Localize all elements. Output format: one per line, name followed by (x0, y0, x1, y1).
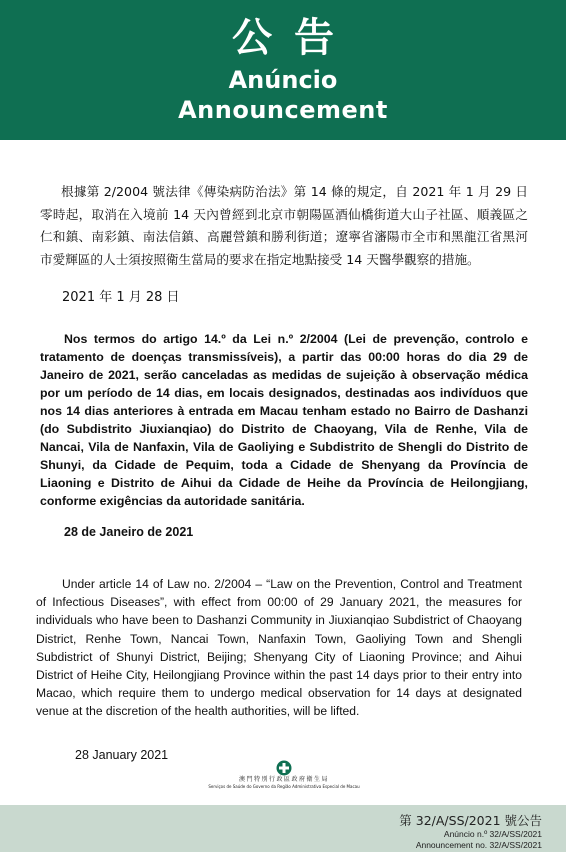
english-date: 28 January 2021 (75, 748, 169, 762)
english-body: Under article 14 of Law no. 2/2004 – “Law on the Prevention, Control and Treatment of Infectious Diseases”, with effect from 00:00 of 29 January 2021, the measures for individuals who have been to Dashanzi Community in Jiuxianqiao Subdistrict of Chaoyang District, Renhe Town, Nancai Town, Nanfaxin Town, Gaoliying Town and Shengli Subdistrict of Shunyi District, Beijing; Shenyang City of Liaoning Province; and Aihui District of Heihe City, Heilongjiang Province within the past 14 days prior to their entry into Macao, which require them to undergo medical observation for 14 days at designated venue at the discretion of the health authorities, will be lifted. (36, 577, 522, 719)
reference-number-en: Announcement no. 32/A/SS/2021 (415, 840, 542, 850)
logo-name-pt: Serviços de Saúde do Governo da Região Administrativa Especial de Macau (208, 784, 360, 789)
logo-name-zh: 澳門特別行政區政府衛生局 (238, 776, 329, 783)
header-title-zh: 公告 (232, 15, 356, 61)
announcement-header (0, 0, 566, 140)
portuguese-date: 28 de Janeiro de 2021 (64, 525, 194, 539)
portuguese-body: Nos termos do artigo 14.º da Lei n.º 2/2004 (Lei de prevenção, controlo e tratamento de doenças transmissíveis), a partir das 00:00 horas do dia 29 de Janeiro de 2021, serão canceladas as medidas de sujeição à observação médica por um período de 14 dias, em locais designados, destinadas aos indivíduos que nos 14 dias anteriores à entrada em Macau tenham estado no Bairro de Dashanzi (do Subdistrito Jiuxianqiao) do Distrito de Chaoyang, Vila de Renhe, Vila de Nancai, Vila de Nanfaxin, Vila de Gaoliying e Subdistrito de Shengli do Distrito de Shunyi, da Cidade de Pequim, toda a Cidade de Shenyang da Província de Liaoning e Distrito de Aihui da Cidade de Heihe da Província de Heilongjiang, conforme exigências da autoridade sanitária. (40, 332, 528, 508)
health-bureau-logo (194, 760, 374, 802)
header-title-en: Announcement (178, 96, 388, 124)
reference-number-pt: Anúncio n.º 32/A/SS/2021 (443, 829, 542, 839)
chinese-date: 2021 年 1 月 28 日 (62, 290, 180, 305)
header-title-pt: Anúncio (228, 66, 338, 94)
footer-bar (0, 805, 566, 852)
health-bureau-cross-icon (276, 760, 292, 776)
chinese-body: 根據第 2/2004 號法律《傳染病防治法》第 14 條的規定，自 2021 年 1 月 29 日零時起，取消在入境前 14 天內曾經到北京市朝陽區酒仙橋街道大山子社區、順義區之仁和鎮、南彩鎮、南法信鎮、高麗營鎮和勝利街道；遼寧省瀋陽市全市和黑龍江省黑河市愛輝區的人士須按照衛生當局的要求在指定地點接受 14 天醫學觀察的措施。 (40, 184, 528, 267)
reference-number-zh: 第 32/A/SS/2021 號公告 (399, 813, 542, 828)
